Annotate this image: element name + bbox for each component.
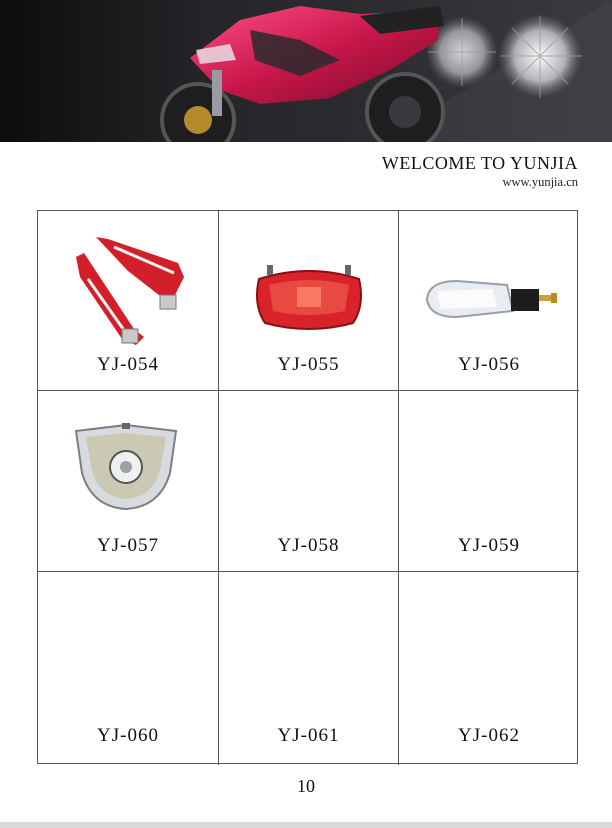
product-code: YJ-062 [458,725,520,746]
bottom-divider [0,822,612,828]
page-number: 10 [297,776,315,796]
turn-signal-image [423,275,563,323]
product-code: YJ-059 [458,535,520,556]
headlight-image [74,423,178,511]
product-code: YJ-058 [277,535,340,556]
product-cell [38,211,219,391]
tail-light-image [253,265,365,335]
product-grid [37,210,578,764]
welcome-heading: WELCOME TO YUNJIA [381,153,578,173]
product-code: YJ-056 [458,354,520,375]
product-cell [38,572,219,765]
product-cell [399,391,579,572]
product-code: YJ-055 [277,354,340,375]
product-cell [399,572,579,765]
side-fairing-image [74,237,190,347]
product-cell [399,211,579,391]
header-banner-image [0,0,612,142]
product-code: YJ-061 [277,725,340,746]
product-code: YJ-060 [97,725,159,746]
product-cell [219,211,399,391]
product-cell [219,391,399,572]
product-code: YJ-057 [97,535,159,556]
website-url: www.yunjia.cn [502,175,578,189]
product-cell [219,572,399,765]
product-cell [38,391,219,572]
product-code: YJ-054 [97,354,159,375]
